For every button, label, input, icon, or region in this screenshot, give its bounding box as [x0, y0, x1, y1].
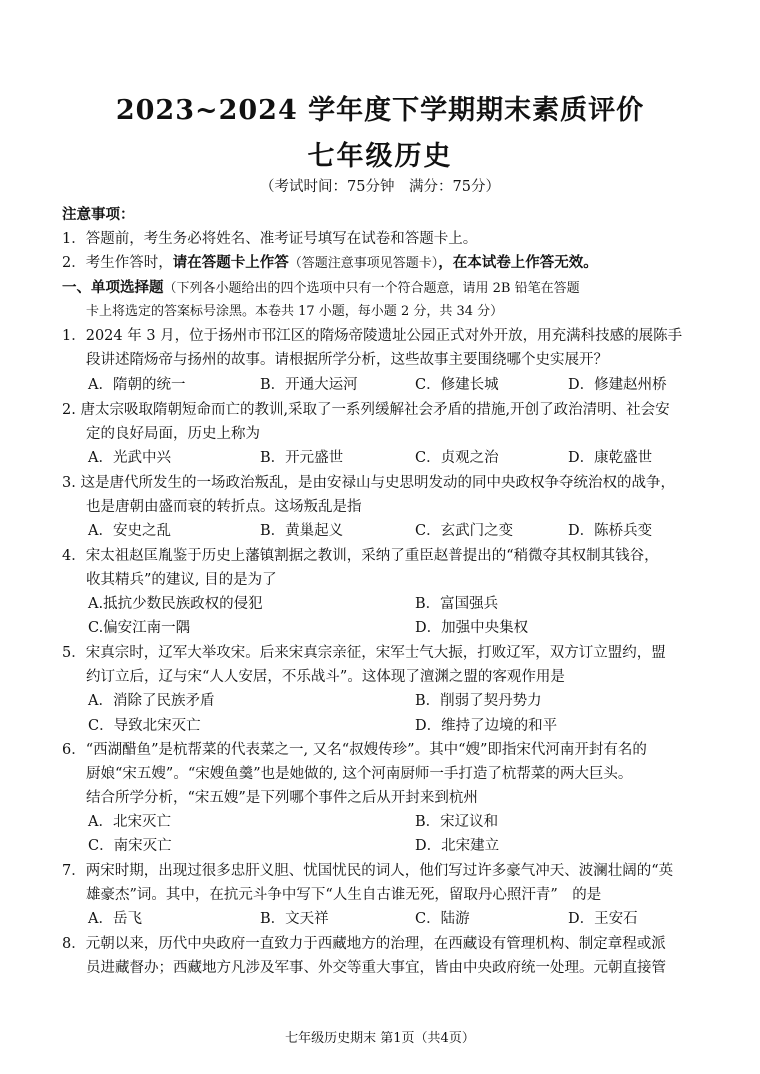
- q2-option-a: A．光武中兴: [88, 450, 171, 466]
- q7-option-b: B．文天祥: [260, 911, 329, 927]
- section1-desc-1: （下列各小题给出的四个选项中只有一个符合题意，请用 2B 铅笔在答题: [163, 281, 580, 296]
- notice-item-2: [62, 253, 598, 274]
- q3-option-b: B．黄巢起义: [260, 523, 344, 539]
- q7-line-2: 雄豪杰”词。其中，在抗元斗争中写下“人生自古谁无死，留取丹心照汗青” 的是: [86, 887, 602, 903]
- q2-line-1: 2. 唐太宗吸取隋朝短命而亡的教训,采取了一系列缓解社会矛盾的措施,开创了政治清明、社会安: [62, 402, 670, 418]
- notice-item-2-c: （答题注意事项见答题卡）: [288, 256, 439, 271]
- q5-line-2: 约订立后，辽与宋“人人安居，不乐战斗”。这体现了澶渊之盟的客观作用是: [86, 669, 565, 685]
- q2-option-d: D．康乾盛世: [568, 450, 653, 466]
- q3-option-d: D．陈桥兵变: [568, 523, 653, 539]
- q4-option-d: D．加强中央集权: [415, 620, 529, 636]
- q7-option-a: A．岳飞: [88, 911, 142, 927]
- q5-option-d: D．维持了边境的和平: [415, 718, 558, 734]
- q4-option-c: C.偏安江南一隅: [88, 620, 191, 636]
- q4-option-a: A.抵抗少数民族政权的侵犯: [88, 596, 263, 612]
- q2-line-2: 定的良好局面，历史上称为: [86, 426, 260, 442]
- section1-heading-line: [62, 278, 580, 299]
- q4-line-2: 收其精兵”的建议, 目的是为了: [86, 572, 277, 588]
- q3-option-a: A．安史之乱: [88, 523, 171, 539]
- q1-option-c: C．修建长城: [415, 377, 499, 393]
- q3-line-2: 也是唐朝由盛而衰的转折点。这场叛乱是指: [86, 499, 362, 515]
- q6-line-2: 厨娘“宋五嫂”。“宋嫂鱼羹”也是她做的, 这个河南厨师一手打造了杭帮菜的两大巨头。: [86, 766, 633, 782]
- q3-line-1: 3. 这是唐代所发生的一场政治叛乱，是由安禄山与史思明发动的同中央政权争夺统治权的战争，: [62, 475, 675, 491]
- q8-line-2: 员进藏督办；西藏地方凡涉及军事、外交等重大事宜，皆由中央政府统一处理。元朝直接管: [86, 960, 666, 976]
- q3-option-c: C．玄武门之变: [415, 523, 514, 539]
- notice-item-2-b: 请在答题卡上作答: [172, 254, 289, 271]
- notice-item-2-a: 2．考生作答时，: [62, 255, 173, 271]
- q2-option-c: C．贞观之治: [415, 450, 499, 466]
- q4-line-1: 4．宋太祖赵匡胤鉴于历史上藩镇割据之教训，采纳了重臣赵普提出的“稍微夺其权制其钱谷，: [62, 548, 659, 564]
- exam-info: （考试时间：75分钟 满分：75分）: [260, 179, 500, 195]
- q7-line-1: 7．两宋时期，出现过很多忠肝义胆、忧国忧民的词人，他们写过许多豪气冲天、波澜壮阔的“英: [62, 863, 674, 879]
- q1-line-2: 段讲述隋炀帝与扬州的故事。请根据所学分析，这些故事主要围绕哪个史实展开？: [86, 352, 608, 368]
- q1-option-d: D．修建赵州桥: [568, 377, 667, 393]
- q6-option-a: A．北宋灭亡: [88, 814, 171, 830]
- q7-option-d: D．王安石: [568, 911, 638, 927]
- q6-line-3: 结合所学分析，“宋五嫂”是下列哪个事件之后从开封来到杭州: [86, 790, 478, 806]
- q1-line-1: 1．2024 年 3 月，位于扬州市邗江区的隋炀帝陵遗址公园正式对外开放，用充满科技感的展陈手: [62, 328, 683, 344]
- section1-desc-2: 卡上将选定的答案标号涂黑。本卷共 17 小题，每小题 2 分，共 34 分）: [86, 304, 504, 319]
- q2-option-b: B．开元盛世: [260, 450, 344, 466]
- section1-heading: 一、单项选择题: [62, 279, 164, 296]
- q4-option-b: B．富国强兵: [415, 596, 499, 612]
- q1-option-b: B．开通大运河: [260, 377, 358, 393]
- q6-option-d: D．北宋建立: [415, 838, 500, 854]
- q1-option-a: A．隋朝的统一: [88, 377, 186, 393]
- q5-option-b: B．削弱了契丹势力: [415, 693, 542, 709]
- q7-option-c: C．陆游: [415, 911, 470, 927]
- notice-heading: 注意事项：: [62, 206, 135, 223]
- page-footer: 七年级历史期末 第1页（共4页）: [285, 1031, 475, 1046]
- q5-option-a: A．消除了民族矛盾: [88, 693, 215, 709]
- q5-option-c: C．导致北宋灭亡: [88, 718, 201, 734]
- exam-title: 2023~2024 学年度下学期期末素质评价: [115, 95, 645, 126]
- q6-option-c: C．南宋灭亡: [88, 838, 172, 854]
- notice-item-1: 1．答题前，考生务必将姓名、准考证号填写在试卷和答题卡上。: [62, 231, 478, 247]
- q6-option-b: B．宋辽议和: [415, 814, 499, 830]
- exam-subject: 七年级历史: [307, 141, 453, 172]
- q5-line-1: 5．宋真宗时，辽军大举攻宋。后来宋真宗亲征，宋军士气大振，打败辽军，双方订立盟约，盟: [62, 645, 666, 661]
- notice-item-2-d: ，在本试卷上作答无效。: [438, 254, 598, 271]
- q8-line-1: 8．元朝以来，历代中央政府一直致力于西藏地方的治理，在西藏设有管理机构、制定章程或派: [62, 936, 666, 952]
- q6-line-1: 6．“西湖醋鱼”是杭帮菜的代表菜之一, 又名“叔嫂传珍”。其中“嫂”即指宋代河南开封有名的: [62, 742, 647, 758]
